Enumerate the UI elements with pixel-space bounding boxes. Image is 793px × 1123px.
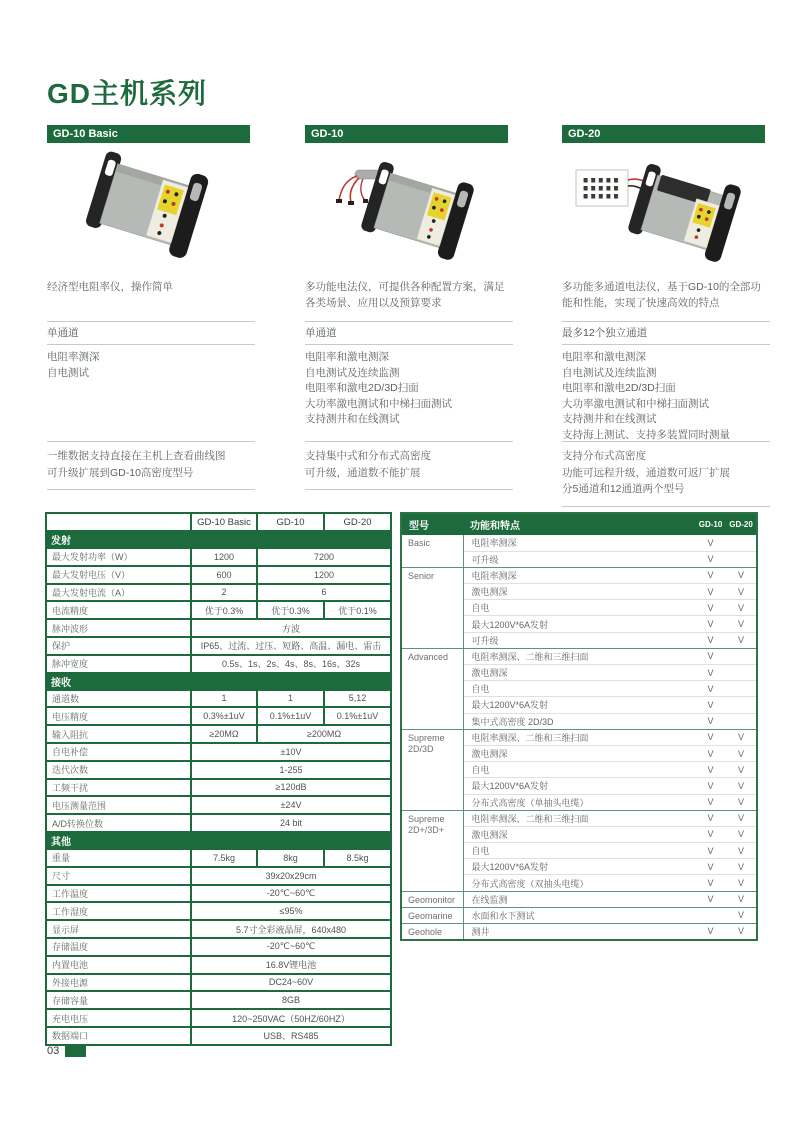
gd20-check bbox=[726, 665, 757, 681]
spec-row-label: 数据端口 bbox=[47, 1028, 190, 1044]
spec-col-header: GD-10 Basic bbox=[192, 514, 256, 530]
feature-item: 电阻率和激电2D/3D扫面 bbox=[305, 382, 419, 394]
feature-item: 电阻率和激电测深 bbox=[562, 351, 646, 363]
gd20-check: V bbox=[726, 778, 757, 794]
spec-value: 1-255 bbox=[192, 762, 390, 778]
spec-value: ≥200MΩ bbox=[258, 726, 390, 742]
model-name: Advanced bbox=[401, 648, 463, 729]
feature-name: 激电测深 bbox=[463, 826, 695, 842]
note-item: 功能可远程升级，通道数可返厂扩展 bbox=[562, 466, 730, 479]
gd10-check: V bbox=[695, 697, 726, 713]
product-intro: 多功能电法仪，可提供各种配置方案，满足各类场景、应用以及预算要求 bbox=[305, 281, 505, 309]
product-header-bar bbox=[305, 125, 508, 143]
product-column-gd20 bbox=[562, 125, 770, 507]
spec-row-label: 最大发射电压（V） bbox=[47, 567, 190, 583]
feature-item: 电阻率和激电2D/3D扫面 bbox=[562, 382, 676, 394]
instrument-with-cable-photo-icon bbox=[311, 146, 507, 264]
model-name: Supreme 2D+/3D+ bbox=[401, 810, 463, 891]
gd10-check: V bbox=[695, 762, 726, 778]
feature-item: 自电测试及连续监测 bbox=[562, 366, 657, 379]
spec-value: 1200 bbox=[258, 567, 390, 583]
gd10-check: V bbox=[695, 535, 726, 551]
divider bbox=[47, 489, 255, 490]
gd10-check: V bbox=[695, 826, 726, 842]
spec-row-label: 电压精度 bbox=[47, 708, 190, 724]
product-channel-label: 最多12个独立通道 bbox=[562, 327, 648, 339]
note-item: 可升级扩展到GD-10高密度型号 bbox=[47, 466, 194, 479]
spec-row-label: 外接电源 bbox=[47, 975, 190, 991]
gd20-check: V bbox=[726, 584, 757, 600]
product-feature-list bbox=[562, 345, 770, 441]
gd10-check: V bbox=[695, 713, 726, 729]
spec-value: 16.8V锂电池 bbox=[192, 957, 390, 973]
gd20-check: V bbox=[726, 924, 757, 940]
spec-col-header: GD-20 bbox=[325, 514, 390, 530]
spec-value: 6 bbox=[258, 585, 390, 601]
gd10-check: V bbox=[695, 745, 726, 761]
spec-value: ±10V bbox=[192, 744, 390, 760]
gd20-check: V bbox=[726, 745, 757, 761]
note-item: 一维数据支持直接在主机上查看曲线图 bbox=[47, 450, 226, 462]
instrument-with-connector-panel-photo-icon bbox=[568, 146, 764, 264]
feature-item: 电阻率测深 bbox=[47, 351, 100, 363]
feature-col-header: 功能和特点 bbox=[463, 513, 695, 535]
spec-value: 0.1%±1uV bbox=[258, 708, 323, 724]
feature-name: 最大1200V*6A发射 bbox=[463, 616, 695, 632]
gd10-check: V bbox=[695, 891, 726, 907]
spec-value: 1 bbox=[192, 691, 256, 707]
spec-row-label: 电压测量范围 bbox=[47, 797, 190, 813]
feature-item: 自电测试 bbox=[47, 366, 89, 379]
feature-name: 分布式高密度（双抽头电缆） bbox=[463, 875, 695, 891]
spec-value: USB、RS485 bbox=[192, 1028, 390, 1044]
gd20-check: V bbox=[726, 875, 757, 891]
gd20-check bbox=[726, 648, 757, 664]
gd10-check: V bbox=[695, 810, 726, 826]
spec-row-label: 保护 bbox=[47, 638, 190, 654]
feature-name: 激电测深 bbox=[463, 745, 695, 761]
gd10-check: V bbox=[695, 616, 726, 632]
feature-name: 电阻率测深、二维和三维扫面 bbox=[463, 648, 695, 664]
gd20-check: V bbox=[726, 632, 757, 648]
spec-value: 优于0.1% bbox=[325, 602, 390, 618]
gd10-check: V bbox=[695, 681, 726, 697]
feature-name: 可升级 bbox=[463, 632, 695, 648]
spec-value: 8.5kg bbox=[325, 850, 390, 866]
spec-value: ±24V bbox=[192, 797, 390, 813]
note-item: 可升级，通道数不能扩展 bbox=[305, 466, 421, 479]
product-name: GD-20 bbox=[568, 128, 601, 140]
feature-name: 自电 bbox=[463, 681, 695, 697]
gd10-check: V bbox=[695, 584, 726, 600]
gd20-check: V bbox=[726, 891, 757, 907]
spec-value: 600 bbox=[192, 567, 256, 583]
feature-name: 分布式高密度（单抽头电缆） bbox=[463, 794, 695, 810]
product-channel-label: 单通道 bbox=[47, 327, 79, 339]
feature-name: 测井 bbox=[463, 924, 695, 940]
note-item: 支持集中式和分布式高密度 bbox=[305, 450, 431, 462]
gd10-check: V bbox=[695, 632, 726, 648]
note-item: 支持分布式高密度 bbox=[562, 450, 646, 462]
gd20-check: V bbox=[726, 616, 757, 632]
product-name: GD-10 bbox=[311, 128, 344, 140]
spec-row-label: 迭代次数 bbox=[47, 762, 190, 778]
product-feature-list bbox=[47, 345, 255, 441]
spec-value: -20℃~60℃ bbox=[192, 939, 390, 955]
spec-value: 1200 bbox=[192, 549, 256, 565]
gd10-check: V bbox=[695, 729, 726, 745]
feature-col-header: GD-10 bbox=[695, 513, 726, 535]
spec-value: 方波 bbox=[192, 620, 390, 636]
gd20-check: V bbox=[726, 567, 757, 583]
spec-value: 7.5kg bbox=[192, 850, 256, 866]
page-footer bbox=[47, 1045, 86, 1057]
feature-col-header: GD-20 bbox=[726, 513, 757, 535]
spec-row-label: 重量 bbox=[47, 850, 190, 866]
feature-name: 最大1200V*6A发射 bbox=[463, 697, 695, 713]
gd20-check: V bbox=[726, 762, 757, 778]
spec-value: 0.3%±1uV bbox=[192, 708, 256, 724]
model-name: Geomarine bbox=[401, 907, 463, 923]
spec-value: ≥120dB bbox=[192, 780, 390, 796]
spec-value: 120~250VAC（50HZ/60HZ） bbox=[192, 1010, 390, 1026]
spec-row-label: 通道数 bbox=[47, 691, 190, 707]
product-intro: 经济型电阻率仪，操作简单 bbox=[47, 281, 173, 293]
feature-name: 自电 bbox=[463, 600, 695, 616]
page-number: 03 bbox=[47, 1045, 60, 1057]
gd10-check: V bbox=[695, 648, 726, 664]
spec-value: 5.7寸全彩液晶屏，640x480 bbox=[192, 921, 390, 937]
instrument-photo-icon bbox=[53, 146, 249, 264]
spec-section-title: 其他 bbox=[47, 833, 390, 848]
divider bbox=[305, 489, 513, 490]
spec-value: 优于0.3% bbox=[192, 602, 256, 618]
gd10-check: V bbox=[695, 551, 726, 567]
feature-name: 集中式高密度 2D/3D bbox=[463, 713, 695, 729]
product-feature-list bbox=[305, 345, 513, 441]
gd20-check: V bbox=[726, 826, 757, 842]
spec-row-label: 存储容量 bbox=[47, 992, 190, 1008]
gd20-check bbox=[726, 535, 757, 551]
product-channel-label: 单通道 bbox=[305, 327, 337, 339]
gd10-check: V bbox=[695, 843, 726, 859]
product-photo-box bbox=[47, 143, 255, 267]
gd10-check: V bbox=[695, 794, 726, 810]
spec-section-title: 发射 bbox=[47, 532, 390, 547]
feature-name: 电阻率测深 bbox=[463, 535, 695, 551]
spec-col-header: GD-10 bbox=[258, 514, 323, 530]
product-header-bar bbox=[47, 125, 250, 143]
spec-value: 7200 bbox=[258, 549, 390, 565]
gd20-check bbox=[726, 681, 757, 697]
gd10-check: V bbox=[695, 859, 726, 875]
feature-name: 可升级 bbox=[463, 551, 695, 567]
spec-row-label: 工作温度 bbox=[47, 886, 190, 902]
divider bbox=[562, 506, 770, 507]
gd20-check bbox=[726, 551, 757, 567]
gd10-check: V bbox=[695, 600, 726, 616]
spec-value: IP65、过流、过压、短路、高温、漏电、雷击 bbox=[192, 638, 390, 654]
spec-row-label: 脉冲宽度 bbox=[47, 656, 190, 672]
model-name: Geomonitor bbox=[401, 891, 463, 907]
feature-name: 最大1200V*6A发射 bbox=[463, 778, 695, 794]
gd20-check bbox=[726, 697, 757, 713]
feature-item: 大功率激电测试和中梯扫面测试 bbox=[305, 397, 452, 410]
product-header-bar bbox=[562, 125, 765, 143]
gd10-check: V bbox=[695, 875, 726, 891]
feature-col-header: 型号 bbox=[401, 513, 463, 535]
spec-value: ≤95% bbox=[192, 903, 390, 919]
spec-value: 8kg bbox=[258, 850, 323, 866]
feature-name: 电阻率测深、二维和三维扫面 bbox=[463, 729, 695, 745]
spec-row-label: 最大发射电流（A） bbox=[47, 585, 190, 601]
spec-row-label: 电流精度 bbox=[47, 602, 190, 618]
feature-name: 电阻率测深 bbox=[463, 567, 695, 583]
product-note-list bbox=[562, 442, 770, 506]
feature-name: 自电 bbox=[463, 762, 695, 778]
gd20-check: V bbox=[726, 794, 757, 810]
product-column-gd10 bbox=[305, 125, 513, 490]
gd10-check: V bbox=[695, 778, 726, 794]
feature-name: 激电测深 bbox=[463, 665, 695, 681]
feature-item: 电阻率和激电测深 bbox=[305, 351, 389, 363]
feature-name: 在线监测 bbox=[463, 891, 695, 907]
spec-row-label: 充电电压 bbox=[47, 1010, 190, 1026]
feature-name: 电阻率测深、二维和三维扫面 bbox=[463, 810, 695, 826]
feature-item: 自电测试及连续监测 bbox=[305, 366, 400, 379]
product-column-gd10-basic bbox=[47, 125, 255, 490]
spec-value: -20℃~60℃ bbox=[192, 886, 390, 902]
footer-green-square bbox=[65, 1046, 86, 1057]
gd20-check: V bbox=[726, 729, 757, 745]
feature-table bbox=[400, 512, 758, 941]
spec-row-label: 自电补偿 bbox=[47, 744, 190, 760]
product-note-list bbox=[47, 442, 255, 489]
gd10-check bbox=[695, 907, 726, 923]
gd10-check: V bbox=[695, 924, 726, 940]
spec-value: 1 bbox=[258, 691, 323, 707]
gd20-check: V bbox=[726, 907, 757, 923]
spec-row-label: 输入阻抗 bbox=[47, 726, 190, 742]
spec-col-header bbox=[47, 514, 190, 530]
spec-table bbox=[45, 512, 392, 1046]
gd10-check: V bbox=[695, 567, 726, 583]
spec-value: 8GB bbox=[192, 992, 390, 1008]
spec-value: 39x20x29cm bbox=[192, 868, 390, 884]
spec-value: 5,12 bbox=[325, 691, 390, 707]
spec-value: 0.1%±1uV bbox=[325, 708, 390, 724]
gd20-check: V bbox=[726, 600, 757, 616]
product-photo-box bbox=[562, 143, 770, 267]
spec-value: DC24~60V bbox=[192, 975, 390, 991]
spec-row-label: A/D转换位数 bbox=[47, 815, 190, 831]
model-name: Senior bbox=[401, 567, 463, 648]
feature-item: 支持海上测试、支持多装置同时测量 bbox=[562, 428, 730, 441]
spec-row-label: 显示屏 bbox=[47, 921, 190, 937]
spec-row-label: 工频干扰 bbox=[47, 780, 190, 796]
feature-name: 水面和水下测试 bbox=[463, 907, 695, 923]
model-name: Supreme 2D/3D bbox=[401, 729, 463, 810]
spec-row-label: 尺寸 bbox=[47, 868, 190, 884]
gd20-check: V bbox=[726, 810, 757, 826]
spec-row-label: 脉冲波形 bbox=[47, 620, 190, 636]
spec-value: ≥20MΩ bbox=[192, 726, 256, 742]
spec-value: 0.5s、1s、2s、4s、8s、16s、32s bbox=[192, 656, 390, 672]
gd10-check: V bbox=[695, 665, 726, 681]
note-item: 分5通道和12通道两个型号 bbox=[562, 483, 685, 495]
spec-row-label: 存储温度 bbox=[47, 939, 190, 955]
product-note-list bbox=[305, 442, 513, 489]
page-title: GD主机系列 bbox=[47, 78, 208, 109]
product-name: GD-10 Basic bbox=[53, 128, 118, 140]
spec-value: 24 bit bbox=[192, 815, 390, 831]
spec-row-label: 最大发射功率（W） bbox=[47, 549, 190, 565]
feature-item: 大功率激电测试和中梯扫面测试 bbox=[562, 397, 709, 410]
spec-section-title: 接收 bbox=[47, 674, 390, 689]
feature-name: 最大1200V*6A发射 bbox=[463, 859, 695, 875]
spec-row-label: 内置电池 bbox=[47, 957, 190, 973]
feature-item: 支持测井和在线测试 bbox=[305, 413, 400, 425]
gd20-check: V bbox=[726, 843, 757, 859]
model-name: Geohole bbox=[401, 924, 463, 940]
spec-value: 2 bbox=[192, 585, 256, 601]
spec-row-label: 工作湿度 bbox=[47, 903, 190, 919]
model-name: Basic bbox=[401, 535, 463, 567]
spec-value: 优于0.3% bbox=[258, 602, 323, 618]
gd20-check: V bbox=[726, 859, 757, 875]
product-photo-box bbox=[305, 143, 513, 267]
feature-name: 自电 bbox=[463, 843, 695, 859]
feature-item: 支持测井和在线测试 bbox=[562, 413, 657, 425]
feature-name: 激电测深 bbox=[463, 584, 695, 600]
gd20-check bbox=[726, 713, 757, 729]
product-intro: 多功能多通道电法仪，基于GD-10的全部功能和性能，实现了快速高效的特点 bbox=[562, 281, 761, 309]
